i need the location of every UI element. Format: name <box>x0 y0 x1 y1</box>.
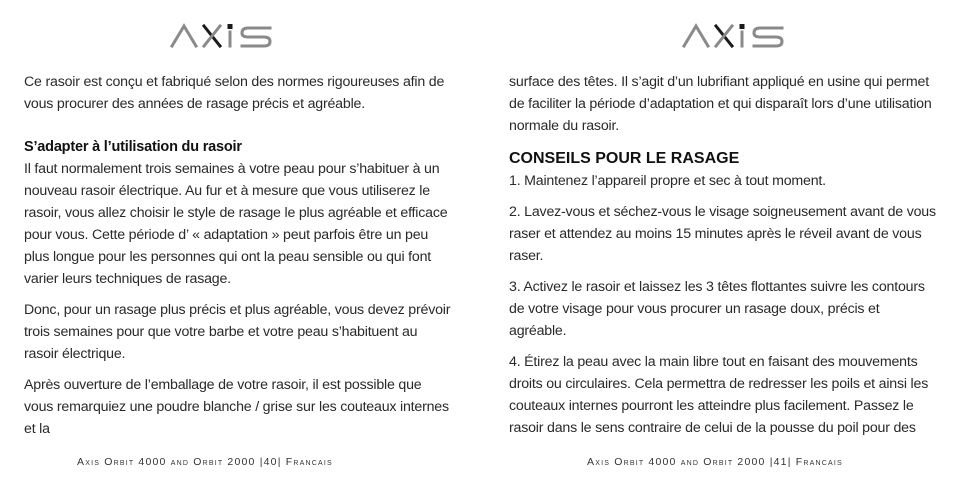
tip-item: 4. Étirez la peau avec la main libre tout en faisant des mouvements droits ou circulaires. Cela permettra de redresser les poils et ainsi les couteaux internes pourront les atteindre plus facilement. Passez le rasoir dans le sens contraire de celui de la pousse du poil pour des <box>509 354 929 436</box>
section-heading-tips: CONSEILS POUR LE RASAGE <box>509 150 740 167</box>
page-footer: Axis Orbit 4000 and Orbit 2000 |40| Francais <box>77 456 333 468</box>
tip-item: 3. Activez le rasoir et laissez les 3 têtes flottantes suivre les contours de votre visage pour vous procurer un rasage doux, précis et agréable. <box>509 279 925 339</box>
intro-paragraph: Ce rasoir est conçu et fabriqué selon des normes rigoureuses afin de vous procurer des années de rasage précis et agréable. <box>24 74 445 112</box>
paragraph: Après ouverture de l’emballage de votre rasoir, il est possible que vous remarquiez une poudre blanche / grise sur les couteaux internes et la <box>24 377 449 437</box>
axis-logo-icon <box>170 22 274 48</box>
paragraph: Il faut normalement trois semaines à votre peau pour s’habituer à un nouveau rasoir électrique. Au fur et à mesure que vous utiliserez le rasoir, vous allez choisir le style de rasage le plus agréable et efficace pour vous. Cette période d’ « adaptation » peut parfois être un peu plus longue pour les personnes qui ont la peau sensible ou qui font varier leurs techniques de rasage. <box>24 161 448 287</box>
tip-item: 1. Maintenez l’appareil propre et sec à tout moment. <box>509 173 826 189</box>
page-footer: Axis Orbit 4000 and Orbit 2000 |41| Francais <box>587 456 843 468</box>
right-page <box>477 0 954 477</box>
tip-item: 2. Lavez-vous et séchez-vous le visage soigneusement avant de vous raser et attendez au moins 15 minutes après le réveil avant de vous raser. <box>509 204 936 264</box>
right-page-content <box>509 71 939 448</box>
axis-logo-icon <box>682 22 786 48</box>
continued-paragraph: surface des têtes. Il s’agit d’un lubrifiant appliqué en usine qui permet de faciliter la période d’adaptation et qui disparaît lors d’une utilisation normale du rasoir. <box>509 74 932 134</box>
tips-list <box>509 170 939 439</box>
axis-logo <box>170 22 274 48</box>
paragraph: Donc, pour un rasage plus précis et plus agréable, vous devez prévoir trois semaines pour que votre barbe et votre peau s’habituent au rasoir électrique. <box>24 302 451 362</box>
left-page-content <box>24 71 452 449</box>
section-heading-adaptation: S’adapter à l’utilisation du rasoir <box>24 139 242 155</box>
axis-logo <box>682 22 786 48</box>
